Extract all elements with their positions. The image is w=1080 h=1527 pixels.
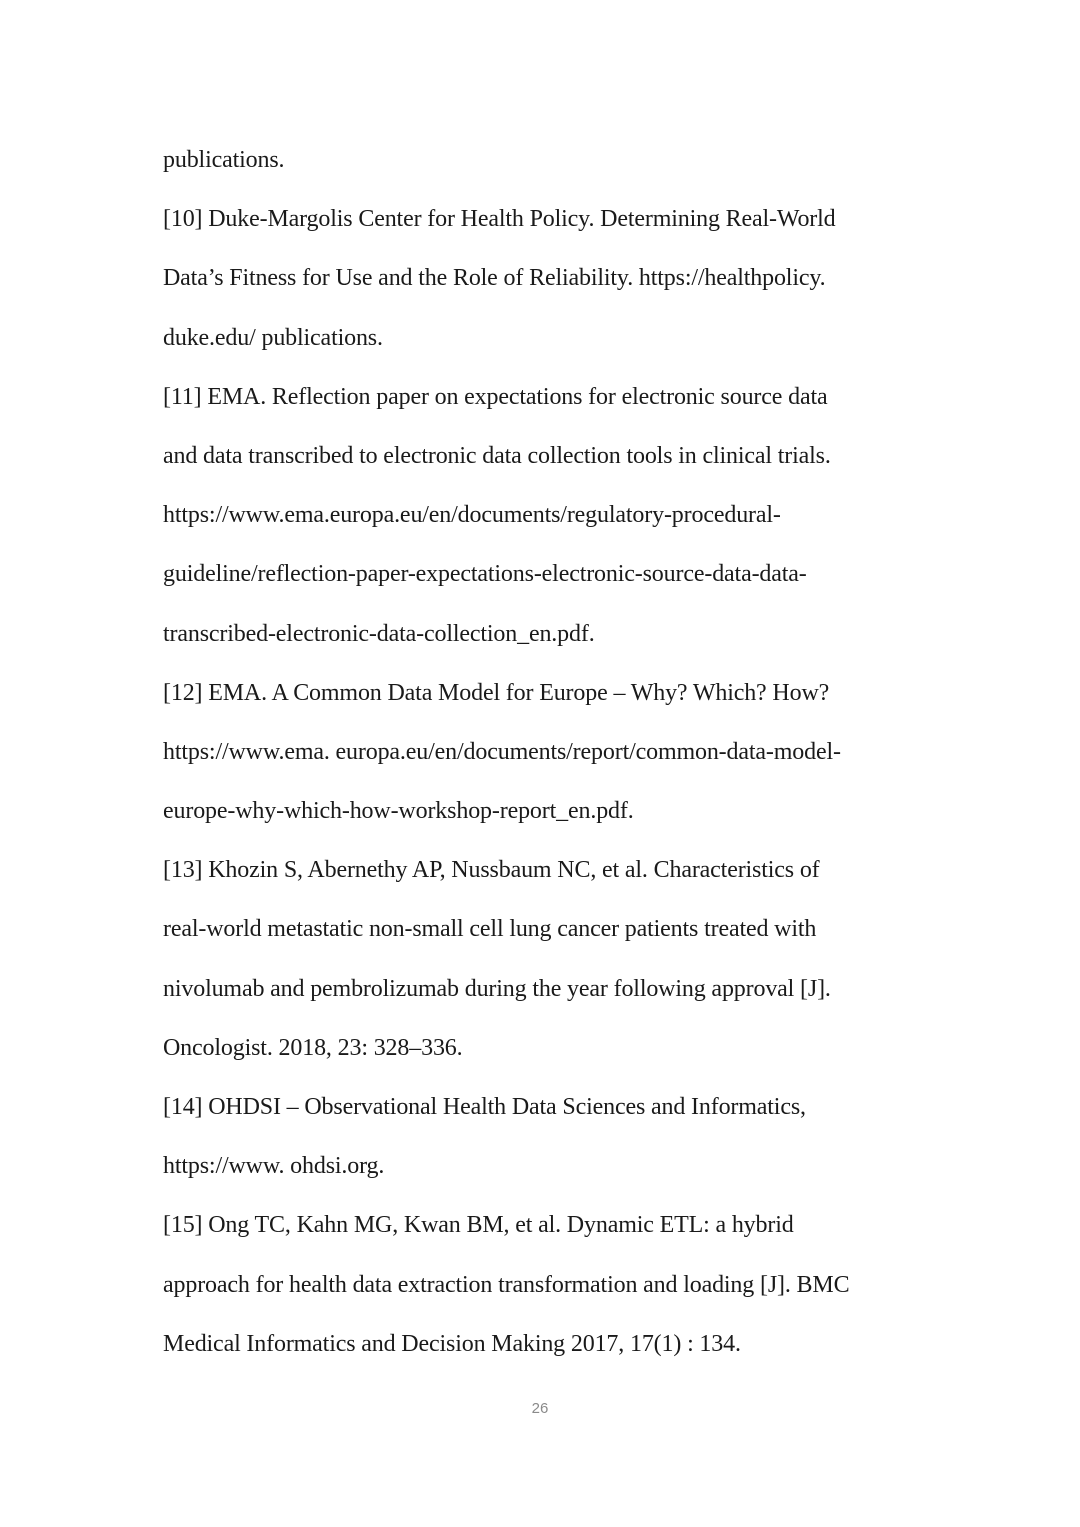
- reference-list: [163, 131, 923, 1374]
- reference-line: guideline/reflection-paper-expectations-electronic-source-data-data-: [163, 561, 807, 588]
- reference-11: [163, 368, 923, 664]
- reference-line: [12] EMA. A Common Data Model for Europe – Why? Which? How?: [163, 679, 830, 706]
- reference-10: [163, 190, 923, 368]
- reference-line: [10] Duke-Margolis Center for Health Policy. Determining Real-World: [163, 206, 836, 233]
- reference-line: https://www.ema. europa.eu/en/documents/report/common-data-model-: [163, 738, 841, 765]
- reference-14: [163, 1078, 923, 1196]
- reference-12: [163, 664, 923, 842]
- reference-line: approach for health data extraction transformation and loading [J]. BMC: [163, 1271, 850, 1298]
- reference-line: and data transcribed to electronic data collection tools in clinical trials.: [163, 442, 831, 469]
- reference-line: publications.: [163, 147, 285, 173]
- reference-line: https://www. ohdsi.org.: [163, 1153, 385, 1180]
- reference-13: [163, 841, 923, 1078]
- reference-line: [14] OHDSI – Observational Health Data Sciences and Informatics,: [163, 1094, 806, 1120]
- reference-line: europe-why-which-how-workshop-report_en.pdf.: [163, 798, 634, 825]
- reference-line: [13] Khozin S, Abernethy AP, Nussbaum NC, et al. Characteristics of: [163, 857, 820, 884]
- reference-line: duke.edu/ publications.: [163, 324, 383, 351]
- reference-line: Data’s Fitness for Use and the Role of Reliability. https://healthpolicy.: [163, 265, 826, 292]
- reference-line: nivolumab and pembrolizumab during the year following approval [J].: [163, 975, 831, 1002]
- reference-line: Medical Informatics and Decision Making 2017, 17(1) : 134.: [163, 1330, 741, 1357]
- reference-15: [163, 1196, 923, 1374]
- reference-line: transcribed-electronic-data-collection_en.pdf.: [163, 620, 595, 647]
- reference-line: real-world metastatic non-small cell lung cancer patients treated with: [163, 916, 817, 943]
- reference-line: https://www.ema.europa.eu/en/documents/regulatory-procedural-: [163, 502, 781, 529]
- reference-line: [11] EMA. Reflection paper on expectations for electronic source data: [163, 383, 828, 410]
- reference-line: [15] Ong TC, Kahn MG, Kwan BM, et al. Dynamic ETL: a hybrid: [163, 1212, 794, 1239]
- reference-continued: [163, 131, 923, 190]
- reference-line: Oncologist. 2018, 23: 328–336.: [163, 1034, 463, 1061]
- page-number: 26: [531, 1400, 549, 1417]
